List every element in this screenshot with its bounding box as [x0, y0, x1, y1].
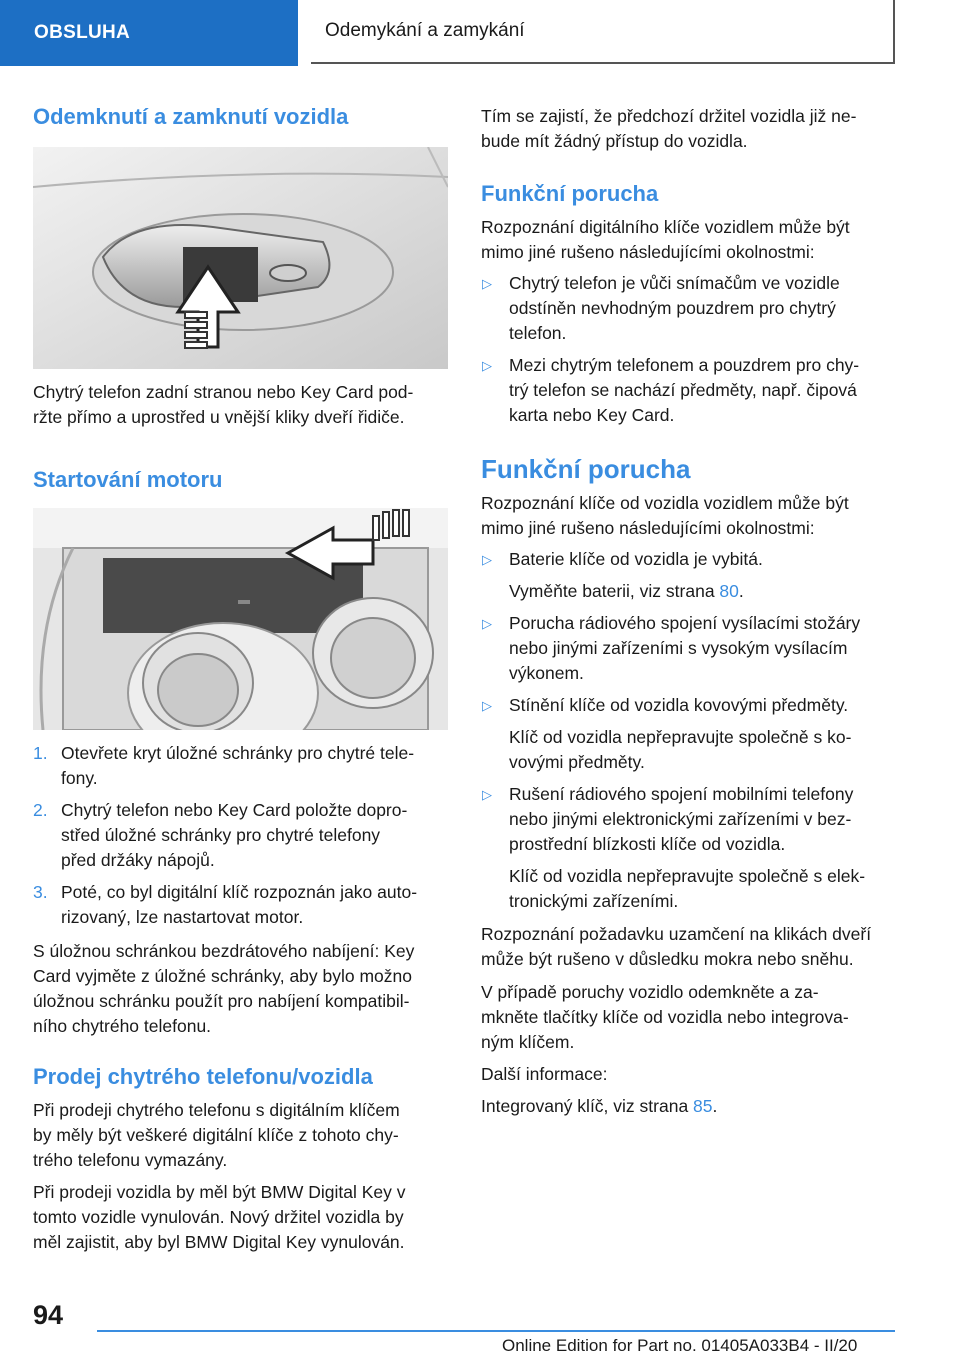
- fault-digital-list: [481, 271, 896, 428]
- edition-footer: Online Edition for Part no. 01405A033B4 - II/20: [502, 1336, 858, 1355]
- triangle-bullet-icon: ▷: [482, 358, 492, 373]
- text-line: by měly být veškeré digitální klíče z tohoto chy-: [33, 1125, 399, 1145]
- text-line: nebo jinými zařízeními s vysokým vysílacím: [509, 638, 848, 658]
- text-line: V případě poruchy vozidlo odemkněte a za-: [481, 982, 819, 1002]
- text-line: mkněte tlačítky klíče od vozidla nebo integrova-: [481, 1007, 849, 1027]
- step-number: 1.: [33, 743, 48, 763]
- text-line: úložnou schránku použít pro nabíjení kompatibil-: [33, 991, 410, 1011]
- fault-key-list: [481, 547, 896, 914]
- text-fragment: Vyměňte baterii, viz strana: [509, 581, 720, 601]
- triangle-bullet-icon: ▷: [482, 698, 492, 713]
- text-line: Rozpoznání klíče od vozidla vozidlem může být: [481, 493, 849, 513]
- text-line: trého telefonu vymazány.: [33, 1150, 228, 1170]
- text-line: ným klíčem.: [481, 1032, 575, 1052]
- text-line: Baterie klíče od vozidla je vybitá.: [509, 549, 763, 569]
- text-line: fony.: [61, 768, 98, 788]
- page-link-80[interactable]: 80: [719, 581, 739, 601]
- text-line: S úložnou schránkou bezdrátového nabíjení: Key: [33, 941, 415, 961]
- text-line: Chytrý telefon nebo Key Card položte dopro-: [61, 800, 408, 820]
- text-line: telefon.: [509, 323, 567, 343]
- text-fragment: .: [738, 581, 744, 601]
- triangle-bullet-icon: ▷: [482, 276, 492, 291]
- fault-digital-text: [481, 215, 896, 265]
- text-line: Rušení rádiového spojení mobilními telefony: [509, 784, 854, 804]
- text-line: odstíněn nevhodným pouzdrem pro chytrý: [509, 298, 836, 318]
- heading-start-engine: Startování motoru: [33, 467, 223, 492]
- triangle-bullet-icon: ▷: [482, 552, 492, 567]
- triangle-bullet-icon: ▷: [482, 787, 492, 802]
- step-number: 2.: [33, 800, 48, 820]
- sub-note: [481, 725, 896, 775]
- figure-storage-tray: [33, 508, 448, 730]
- intro-text: [481, 104, 896, 154]
- door-handle-illustration: [33, 147, 448, 369]
- section-tab: OBSLUHA: [0, 0, 298, 66]
- list-item: [481, 353, 896, 428]
- step-item: [33, 798, 448, 873]
- lock-text: [481, 922, 896, 972]
- more-info-label: [481, 1062, 896, 1087]
- text-line: vovými předměty.: [509, 752, 645, 772]
- page-number: 94: [33, 1300, 64, 1330]
- text-line: před držáky nápojů.: [61, 850, 215, 870]
- text-line: Klíč od vozidla nepřepravujte společně s elek-: [509, 866, 866, 886]
- fault-key-text: [481, 491, 896, 541]
- list-item: [481, 271, 896, 346]
- figure-door-handle: [33, 147, 448, 369]
- text-line: bude mít žádný přístup do vozidla.: [481, 131, 748, 151]
- text-line: tronickými zařízeními.: [509, 891, 679, 911]
- steps-list: [33, 741, 448, 937]
- list-item: [481, 611, 896, 686]
- text-line: mimo jiné rušeno následujícími okolnostmi:: [481, 242, 815, 262]
- list-item: [481, 693, 896, 718]
- text-line: Rozpoznání digitálního klíče vozidlem může být: [481, 217, 850, 237]
- text-line: měl zajistit, aby byl BMW Digital Key vynulován.: [33, 1232, 405, 1252]
- text-line: Otevřete kryt úložné schránky pro chytré tele-: [61, 743, 415, 763]
- triangle-bullet-icon: ▷: [482, 616, 492, 631]
- text-line: tomto vozidle vynulován. Nový držitel vozidla by: [33, 1207, 404, 1227]
- footer-divider: [97, 1330, 895, 1332]
- sub-note: [481, 579, 896, 604]
- text-line: [481, 1094, 896, 1119]
- heading-unlock: Odemknutí a zamknutí vozidla: [33, 104, 349, 129]
- text-line: Chytrý telefon je vůči snímačům ve vozidle: [509, 273, 840, 293]
- text-line: prostřední blízkosti klíče od vozidla.: [509, 834, 786, 854]
- text-line: Při prodeji chytrého telefonu s digitálním klíčem: [33, 1100, 400, 1120]
- storage-tray-illustration: [33, 508, 448, 730]
- text-line: může být rušeno v důsledku mokra nebo sněhu.: [481, 949, 854, 969]
- step-item: [33, 741, 448, 791]
- text-line: Card vyjměte z úložné schránky, aby bylo možno: [33, 966, 413, 986]
- text-line: karta nebo Key Card.: [509, 405, 675, 425]
- text-line: Při prodeji vozidla by měl být BMW Digital Key v: [33, 1182, 406, 1202]
- wireless-charging-text: [33, 939, 448, 1039]
- heading-sale: Prodej chytrého telefonu/vozidla: [33, 1064, 373, 1089]
- text-line: Další informace:: [481, 1064, 608, 1084]
- step-number: 3.: [33, 882, 48, 902]
- text-line: Porucha rádiového spojení vysílacími stožáry: [509, 613, 861, 633]
- text-line: Mezi chytrým telefonem a pouzdrem pro chy-: [509, 355, 860, 375]
- text-line: ržte přímo a uprostřed u vnější kliky dveří řidiče.: [33, 407, 405, 427]
- heading-fault-digital: Funkční porucha: [481, 181, 659, 206]
- text-line: Klíč od vozidla nepřepravujte společně s ko-: [509, 727, 852, 747]
- text-line: Poté, co byl digitální klíč rozpoznán jako auto-: [61, 882, 418, 902]
- step-item: [33, 880, 448, 930]
- sub-note: [481, 864, 896, 914]
- text-line: nebo jinými elektronickými zařízeními v bez-: [509, 809, 852, 829]
- text-fragment: Integrovaný klíč, viz strana: [481, 1096, 694, 1116]
- text-fragment: .: [712, 1096, 718, 1116]
- list-item: [481, 547, 896, 572]
- text-line: mimo jiné rušeno následujícími okolnostmi:: [481, 518, 815, 538]
- page-link-85[interactable]: 85: [693, 1096, 713, 1116]
- list-item: [481, 782, 896, 857]
- chapter-title: Odemykání a zamykání: [311, 0, 895, 64]
- text-line: trý telefon se nachází předměty, např. čipová: [509, 380, 857, 400]
- text-line: Rozpoznání požadavku uzamčení na klikách dveří: [481, 924, 872, 944]
- text-line: střed úložné schránky pro chytré telefony: [61, 825, 381, 845]
- sale-text-1: [33, 1098, 448, 1173]
- sale-text-2: [33, 1180, 448, 1255]
- text-line: ního chytrého telefonu.: [33, 1016, 212, 1036]
- text-line: Stínění klíče od vozidla kovovými předměty.: [509, 695, 849, 715]
- heading-fault-key: Funkční porucha: [481, 454, 691, 484]
- text-line: Chytrý telefon zadní stranou nebo Key Card pod-: [33, 382, 414, 402]
- unlock-text: [33, 380, 448, 430]
- page-header: [0, 0, 960, 66]
- text-line: výkonem.: [509, 663, 584, 683]
- text-line: Tím se zajistí, že předchozí držitel vozidla již ne-: [481, 106, 857, 126]
- reference-line: [481, 1094, 896, 1119]
- fallback-text: [481, 980, 896, 1055]
- text-line: rizovaný, lze nastartovat motor.: [61, 907, 304, 927]
